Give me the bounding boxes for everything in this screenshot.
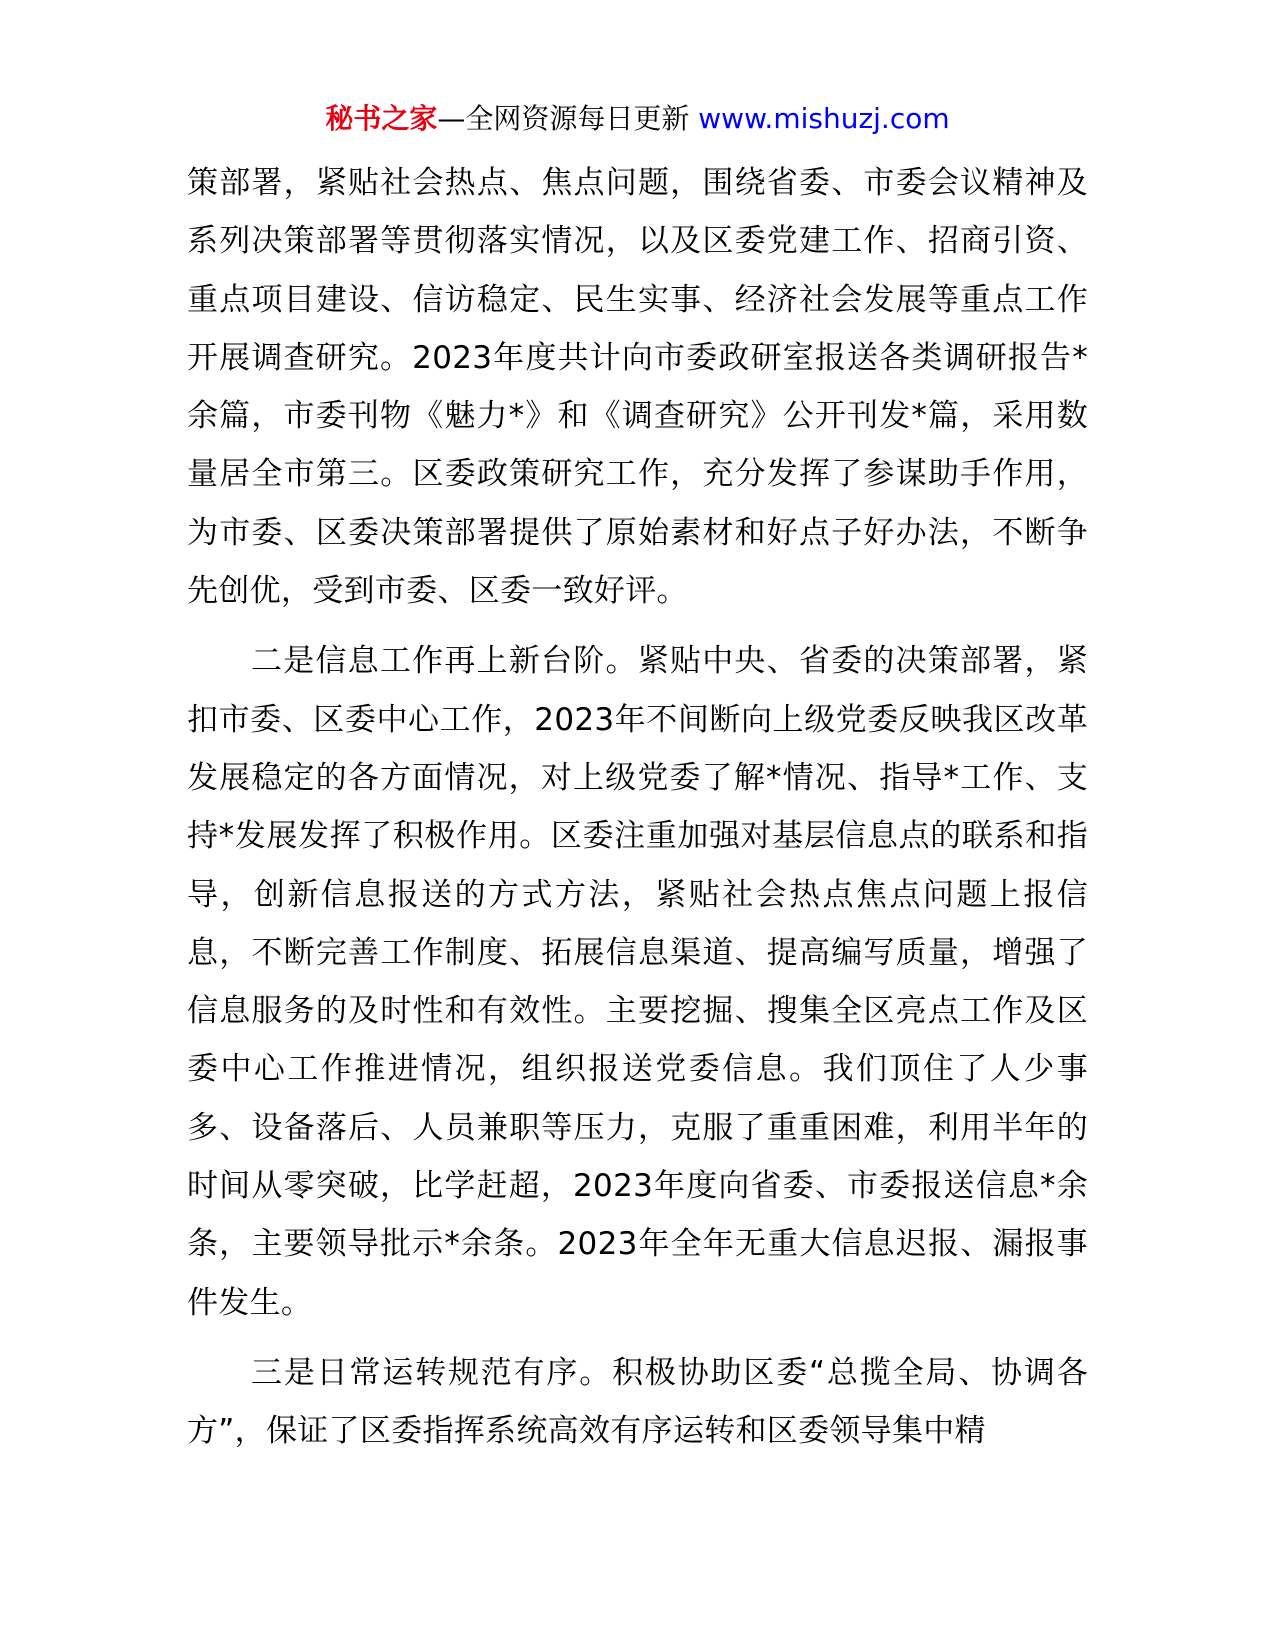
header-tagline: —全网资源每日更新 (437, 102, 699, 135)
paragraph-information-work: 二是信息工作再上新台阶。紧贴中央、省委的决策部署，紧扣市委、区委中心工作，2023年不间断向上级党委反映我区改革发展稳定的各方面情况，对上级党委了解*情况、指导*工作、支持*发展发挥了积极作用。区委注重加强对基层信息点的联系和指导，创新信息报送的方式方法，紧贴社会热点焦点问题上报信息，不断完善工作制度、拓展信息渠道、提高编写质量，增强了信息服务的及时性和有效性。主要挖掘、搜集全区亮点工作及区委中心工作推进情况，组织报送党委信息。我们顶住了人少事多、设备落后、人员兼职等压力，克服了重重困难，利用半年的时间从零突破，比学赶超，2023年度向省委、市委报送信息*余条，主要领导批示*余条。2023年全年无重大信息迟报、漏报事件发生。 (187, 643, 1088, 1321)
paragraph-daily-operation: 三是日常运转规范有序。积极协助区委“总揽全局、协调各方”，保证了区委指挥系统高效有序运转和区委领导集中精 (187, 1354, 1088, 1450)
document-body (187, 154, 1088, 1461)
watermark-header (0, 97, 1275, 141)
brand-name: 秘书之家 (325, 102, 438, 135)
paragraph-continuation: 策部署，紧贴社会热点、焦点问题，围绕省委、市委会议精神及系列决策部署等贯彻落实情况，以及区委党建工作、招商引资、重点项目建设、信访稳定、民生实事、经济社会发展等重点工作开展调查研究。2023年度共计向市委政研室报送各类调研报告*余篇，市委刊物《魅力*》和《调查研究》公开刊发*篇，采用数量居全市第三。区委政策研究工作，充分发挥了参谋助手作用，为市委、区委决策部署提供了原始素材和好点子好办法，不断争先创优，受到市委、区委一致好评。 (187, 165, 1088, 610)
site-url[interactable]: www.mishuzj.com (698, 102, 950, 135)
